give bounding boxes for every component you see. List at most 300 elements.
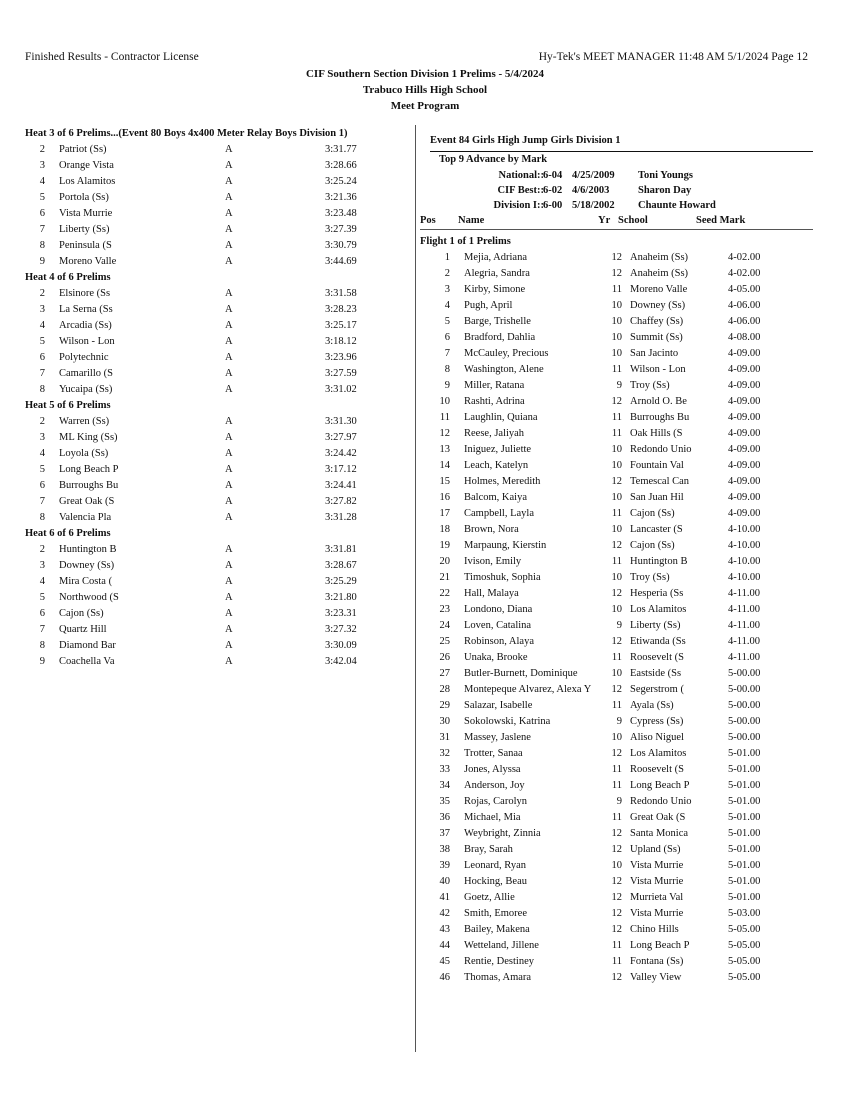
athlete-position: 44: [439, 940, 450, 951]
athlete-position: 34: [439, 780, 450, 791]
seed-time: 3:21.36: [325, 192, 357, 203]
athlete-year: 12: [611, 844, 622, 855]
athlete-school: Segerstrom (: [630, 684, 684, 695]
lane-position: 5: [39, 192, 45, 203]
athlete-name: Massey, Jaslene: [464, 732, 531, 743]
athlete-year: 12: [611, 396, 622, 407]
athlete-school: Summit (Ss): [630, 332, 683, 343]
athlete-position: 9: [444, 380, 450, 391]
athlete-seed-mark: 4-06.00: [728, 300, 761, 311]
athlete-position: 27: [439, 668, 450, 679]
athlete-year: 12: [611, 476, 622, 487]
athlete-row: [430, 586, 813, 602]
lane-position: 3: [39, 160, 45, 171]
athlete-row: [430, 282, 813, 298]
athlete-position: 19: [439, 540, 450, 551]
relay-row: [25, 222, 410, 238]
athlete-year: 10: [611, 348, 622, 359]
athlete-row: [430, 730, 813, 746]
athlete-name: Brown, Nora: [464, 524, 519, 535]
athlete-position: 7: [444, 348, 450, 359]
athlete-name: Barge, Trishelle: [464, 316, 531, 327]
athlete-row: [430, 474, 813, 490]
athlete-seed-mark: 4-10.00: [728, 572, 761, 583]
record-label: National::: [498, 170, 544, 181]
athlete-seed-mark: 5-05.00: [728, 956, 761, 967]
team-name: ML King (Ss): [59, 432, 118, 443]
athlete-name: Holmes, Meredith: [464, 476, 541, 487]
record-row: [430, 198, 813, 213]
athlete-school: Vista Murrie: [630, 860, 684, 871]
athlete-position: 2: [444, 268, 450, 279]
event-title: Event 84 Girls High Jump Girls Division 1: [430, 135, 621, 146]
seed-time: 3:28.66: [325, 160, 357, 171]
athlete-row: [430, 538, 813, 554]
seed-time: 3:30.09: [325, 640, 357, 651]
athlete-year: 10: [611, 604, 622, 615]
athlete-seed-mark: 5-01.00: [728, 780, 761, 791]
athlete-seed-mark: 5-00.00: [728, 684, 761, 695]
team-name: Loyola (Ss): [59, 448, 109, 459]
seed-time: 3:42.04: [325, 656, 357, 667]
athlete-school: Vista Murrie: [630, 908, 684, 919]
seed-time: 3:25.17: [325, 320, 357, 331]
athlete-name: Unaka, Brooke: [464, 652, 528, 663]
relay-row: [25, 510, 410, 526]
athlete-row: [430, 922, 813, 938]
athlete-year: 12: [611, 892, 622, 903]
athlete-row: [430, 890, 813, 906]
athlete-school: Huntington B: [630, 556, 688, 567]
athlete-year: 10: [611, 444, 622, 455]
team-name: La Serna (Ss: [59, 304, 113, 315]
athlete-name: Butler-Burnett, Dominique: [464, 668, 578, 679]
athlete-school: Vista Murrie: [630, 876, 684, 887]
athlete-school: Lancaster (S: [630, 524, 683, 535]
team-name: Cajon (Ss): [59, 608, 104, 619]
athlete-year: 10: [611, 860, 622, 871]
relay-row: [25, 238, 410, 254]
athlete-seed-mark: 4-09.00: [728, 508, 761, 519]
athlete-year: 12: [611, 828, 622, 839]
athlete-name: Londono, Diana: [464, 604, 533, 615]
team-name: Portola (Ss): [59, 192, 109, 203]
athlete-row: [430, 762, 813, 778]
athlete-school: Chaffey (Ss): [630, 316, 684, 327]
seed-time: 3:23.48: [325, 208, 357, 219]
athlete-school: Anaheim (Ss): [630, 252, 689, 263]
team-name: Valencia Pla: [59, 512, 112, 523]
team-name: Coachella Va: [59, 656, 115, 667]
relay-letter: A: [225, 352, 233, 363]
athlete-seed-mark: 5-00.00: [728, 732, 761, 743]
athlete-seed-mark: 5-00.00: [728, 700, 761, 711]
athlete-position: 8: [444, 364, 450, 375]
relay-letter: A: [225, 336, 233, 347]
athlete-row: [430, 810, 813, 826]
record-date: 5/18/2002: [572, 200, 615, 211]
athlete-seed-mark: 4-09.00: [728, 476, 761, 487]
athlete-year: 10: [611, 460, 622, 471]
athlete-seed-mark: 5-05.00: [728, 972, 761, 983]
meet-title: CIF Southern Section Division 1 Prelims - 5/4/2024: [305, 68, 545, 80]
athlete-position: 46: [439, 972, 450, 983]
athlete-row: [430, 858, 813, 874]
athlete-name: Balcom, Kaiya: [464, 492, 527, 503]
athlete-row: [430, 682, 813, 698]
seed-time: 3:17.12: [325, 464, 357, 475]
record-label: Division I::: [493, 200, 544, 211]
athlete-row: [430, 618, 813, 634]
relay-row: [25, 622, 410, 638]
athlete-seed-mark: 4-09.00: [728, 444, 761, 455]
athlete-year: 10: [611, 300, 622, 311]
athlete-year: 11: [611, 556, 622, 567]
relay-row: [25, 654, 410, 670]
record-holder: Sharon Day: [638, 185, 692, 196]
athlete-row: [430, 666, 813, 682]
athlete-school: Aliso Niguel: [630, 732, 684, 743]
athlete-position: 16: [439, 492, 450, 503]
lane-position: 9: [39, 256, 45, 267]
athlete-position: 22: [439, 588, 450, 599]
athlete-position: 36: [439, 812, 450, 823]
team-name: Moreno Valle: [59, 256, 117, 267]
athlete-year: 11: [611, 508, 622, 519]
athlete-row: [430, 714, 813, 730]
athlete-name: Montepeque Alvarez, Alexa Y: [464, 684, 592, 695]
athlete-seed-mark: 4-11.00: [728, 652, 760, 663]
athlete-row: [430, 426, 813, 442]
athlete-seed-mark: 5-00.00: [728, 716, 761, 727]
seed-time: 3:24.42: [325, 448, 357, 459]
team-name: Quartz Hill: [59, 624, 107, 635]
athlete-position: 20: [439, 556, 450, 567]
athlete-year: 12: [611, 540, 622, 551]
athlete-position: 29: [439, 700, 450, 711]
athlete-row: [430, 442, 813, 458]
athlete-row: [430, 778, 813, 794]
athlete-seed-mark: 5-01.00: [728, 844, 761, 855]
relay-letter: A: [225, 624, 233, 635]
team-name: Downey (Ss): [59, 560, 115, 571]
athlete-position: 41: [439, 892, 450, 903]
seed-time: 3:23.96: [325, 352, 357, 363]
athlete-year: 11: [611, 364, 622, 375]
seed-time: 3:31.77: [325, 144, 357, 155]
athlete-list: [430, 250, 813, 986]
seed-time: 3:27.82: [325, 496, 357, 507]
athlete-seed-mark: 4-11.00: [728, 588, 760, 599]
relay-row: [25, 382, 410, 398]
athlete-school: San Jacinto: [630, 348, 679, 359]
seed-time: 3:24.41: [325, 480, 357, 491]
high-jump-column: [420, 133, 813, 986]
program-title: Meet Program: [390, 100, 460, 112]
col-name: Name: [458, 215, 485, 226]
lane-position: 7: [39, 224, 45, 235]
record-mark: 6-04: [543, 170, 563, 181]
record-label: CIF Best::: [497, 185, 544, 196]
heat-header: Heat 4 of 6 Prelims: [25, 272, 111, 283]
relay-letter: A: [225, 464, 233, 475]
athlete-position: 35: [439, 796, 450, 807]
athlete-name: Goetz, Allie: [464, 892, 515, 903]
seed-time: 3:27.39: [325, 224, 357, 235]
software-page-info: Hy-Tek's MEET MANAGER 11:48 AM 5/1/2024 Page 12: [538, 51, 808, 63]
relay-row: [25, 606, 410, 622]
athlete-row: [430, 362, 813, 378]
seed-time: 3:44.69: [325, 256, 357, 267]
athlete-position: 39: [439, 860, 450, 871]
athlete-name: Jones, Alyssa: [464, 764, 521, 775]
relay-letter: A: [225, 448, 233, 459]
athlete-name: Rentie, Destiney: [464, 956, 534, 967]
athlete-school: Burroughs Bu: [630, 412, 690, 423]
athlete-row: [430, 330, 813, 346]
athlete-name: Kirby, Simone: [464, 284, 526, 295]
athlete-name: Washington, Alene: [464, 364, 544, 375]
athlete-row: [430, 634, 813, 650]
relay-letter: A: [225, 512, 233, 523]
athlete-school: Redondo Unio: [630, 796, 692, 807]
athlete-school: Chino Hills: [630, 924, 679, 935]
lane-position: 2: [39, 288, 45, 299]
athlete-year: 11: [611, 764, 622, 775]
team-name: Camarillo (S: [59, 368, 113, 379]
lane-position: 4: [39, 448, 45, 459]
record-mark: 6-00: [543, 200, 563, 211]
relay-letter: A: [225, 384, 233, 395]
athlete-school: Etiwanda (Ss: [630, 636, 686, 647]
relay-row: [25, 574, 410, 590]
athlete-position: 32: [439, 748, 450, 759]
athlete-school: San Juan Hil: [630, 492, 684, 503]
record-holder: Chaunte Howard: [638, 200, 716, 211]
athlete-year: 12: [611, 636, 622, 647]
athlete-seed-mark: 4-09.00: [728, 396, 761, 407]
athlete-row: [430, 458, 813, 474]
lane-position: 5: [39, 464, 45, 475]
athlete-school: Los Alamitos: [630, 748, 687, 759]
athlete-name: Smith, Emoree: [464, 908, 527, 919]
athlete-year: 12: [611, 924, 622, 935]
athlete-name: Wetteland, Jillene: [464, 940, 539, 951]
athlete-seed-mark: 4-10.00: [728, 556, 761, 567]
athlete-seed-mark: 5-01.00: [728, 876, 761, 887]
athlete-position: 28: [439, 684, 450, 695]
athlete-seed-mark: 5-05.00: [728, 940, 761, 951]
record-holder: Toni Youngs: [638, 170, 693, 181]
team-name: Mira Costa (: [59, 576, 113, 587]
athlete-name: Leach, Katelyn: [464, 460, 529, 471]
lane-position: 6: [39, 208, 45, 219]
athlete-position: 15: [439, 476, 450, 487]
lane-position: 9: [39, 656, 45, 667]
relay-letter: A: [225, 176, 233, 187]
team-name: Orange Vista: [59, 160, 114, 171]
athlete-row: [430, 490, 813, 506]
athlete-row: [430, 826, 813, 842]
athlete-seed-mark: 4-11.00: [728, 620, 760, 631]
lane-position: 4: [39, 320, 45, 331]
athlete-position: 18: [439, 524, 450, 535]
lane-position: 8: [39, 240, 45, 251]
relay-letter: A: [225, 160, 233, 171]
athlete-seed-mark: 4-09.00: [728, 428, 761, 439]
athlete-name: Rashti, Adrina: [464, 396, 525, 407]
relay-letter: A: [225, 480, 233, 491]
athlete-school: Cajon (Ss): [630, 540, 675, 551]
athlete-school: Cypress (Ss): [630, 716, 684, 727]
team-name: Great Oak (S: [59, 496, 115, 507]
record-row: [430, 183, 813, 198]
seed-time: 3:31.02: [325, 384, 357, 395]
heat-header: Heat 3 of 6 Prelims...(Event 80 Boys 4x400 Meter Relay Boys Division 1): [25, 128, 348, 139]
athlete-position: 43: [439, 924, 450, 935]
col-seed: Seed Mark: [696, 215, 746, 226]
athlete-school: Fontana (Ss): [630, 956, 684, 967]
athlete-row: [430, 554, 813, 570]
athlete-row: [430, 410, 813, 426]
athlete-name: Campbell, Layla: [464, 508, 534, 519]
athlete-seed-mark: 4-09.00: [728, 348, 761, 359]
athlete-year: 11: [611, 956, 622, 967]
lane-position: 2: [39, 416, 45, 427]
team-name: Los Alamitos: [59, 176, 116, 187]
athlete-row: [430, 746, 813, 762]
seed-time: 3:27.97: [325, 432, 357, 443]
relay-row: [25, 334, 410, 350]
record-date: 4/25/2009: [572, 170, 615, 181]
athlete-name: Iniguez, Juliette: [464, 444, 532, 455]
team-name: Elsinore (Ss: [59, 288, 111, 299]
athlete-school: Roosevelt (S: [630, 764, 684, 775]
athlete-row: [430, 250, 813, 266]
athlete-name: Loven, Catalina: [464, 620, 532, 631]
athlete-name: Pugh, April: [464, 300, 513, 311]
athlete-position: 30: [439, 716, 450, 727]
athlete-row: [430, 314, 813, 330]
relay-row: [25, 286, 410, 302]
relay-letter: A: [225, 432, 233, 443]
athlete-year: 10: [611, 316, 622, 327]
athlete-name: Sokolowski, Katrina: [464, 716, 551, 727]
team-name: Vista Murrie: [59, 208, 113, 219]
lane-position: 6: [39, 480, 45, 491]
relay-letter: A: [225, 304, 233, 315]
athlete-row: [430, 698, 813, 714]
athlete-name: Miller, Ratana: [464, 380, 525, 391]
relay-row: [25, 414, 410, 430]
relay-letter: A: [225, 640, 233, 651]
team-name: Patriot (Ss): [59, 144, 107, 155]
athlete-school: Liberty (Ss): [630, 620, 681, 631]
lane-position: 8: [39, 640, 45, 651]
athlete-year: 10: [611, 572, 622, 583]
athlete-seed-mark: 5-01.00: [728, 892, 761, 903]
athlete-row: [430, 906, 813, 922]
col-pos: Pos: [420, 215, 436, 226]
relay-heats-column: [25, 126, 410, 670]
athlete-row: [430, 298, 813, 314]
relay-row: [25, 462, 410, 478]
athlete-seed-mark: 4-02.00: [728, 268, 761, 279]
seed-time: 3:18.12: [325, 336, 357, 347]
athlete-seed-mark: 5-01.00: [728, 796, 761, 807]
athlete-seed-mark: 5-01.00: [728, 828, 761, 839]
athlete-position: 10: [439, 396, 450, 407]
athlete-year: 9: [616, 620, 622, 631]
athlete-year: 11: [611, 412, 622, 423]
relay-letter: A: [225, 288, 233, 299]
athlete-seed-mark: 4-10.00: [728, 524, 761, 535]
relay-letter: A: [225, 576, 233, 587]
seed-time: 3:23.31: [325, 608, 357, 619]
advance-rule: Top 9 Advance by Mark: [439, 154, 548, 165]
athlete-name: Hocking, Beau: [464, 876, 527, 887]
lane-position: 6: [39, 608, 45, 619]
athlete-row: [430, 970, 813, 986]
athlete-school: Moreno Valle: [630, 284, 688, 295]
athlete-school: Troy (Ss): [630, 380, 670, 391]
relay-row: [25, 174, 410, 190]
relay-letter: A: [225, 368, 233, 379]
seed-time: 3:25.29: [325, 576, 357, 587]
athlete-school: Temescal Can: [630, 476, 690, 487]
lane-position: 3: [39, 432, 45, 443]
relay-row: [25, 542, 410, 558]
athlete-name: Alegria, Sandra: [464, 268, 530, 279]
athlete-position: 42: [439, 908, 450, 919]
team-name: Polytechnic: [59, 352, 109, 363]
relay-row: [25, 366, 410, 382]
athlete-school: Wilson - Lon: [630, 364, 686, 375]
relay-row: [25, 158, 410, 174]
athlete-seed-mark: 5-01.00: [728, 860, 761, 871]
relay-letter: A: [225, 320, 233, 331]
athlete-year: 12: [611, 908, 622, 919]
seed-time: 3:28.23: [325, 304, 357, 315]
lane-position: 8: [39, 384, 45, 395]
athlete-row: [430, 954, 813, 970]
athlete-seed-mark: 4-02.00: [728, 252, 761, 263]
athlete-seed-mark: 4-09.00: [728, 492, 761, 503]
athlete-seed-mark: 4-09.00: [728, 460, 761, 471]
athlete-seed-mark: 4-05.00: [728, 284, 761, 295]
athlete-seed-mark: 4-10.00: [728, 540, 761, 551]
athlete-year: 11: [611, 940, 622, 951]
athlete-year: 11: [611, 700, 622, 711]
lane-position: 3: [39, 560, 45, 571]
athlete-name: Robinson, Alaya: [464, 636, 534, 647]
relay-row: [25, 302, 410, 318]
athlete-position: 17: [439, 508, 450, 519]
athlete-school: Upland (Ss): [630, 844, 681, 855]
athlete-year: 11: [611, 284, 622, 295]
athlete-position: 5: [444, 316, 450, 327]
athlete-school: Los Alamitos: [630, 604, 687, 615]
athlete-name: McCauley, Precious: [464, 348, 549, 359]
lane-position: 8: [39, 512, 45, 523]
report-title: Finished Results - Contractor License: [25, 51, 199, 63]
team-name: Huntington B: [59, 544, 117, 555]
seed-time: 3:21.80: [325, 592, 357, 603]
athlete-row: [430, 522, 813, 538]
athlete-school: Anaheim (Ss): [630, 268, 689, 279]
athlete-name: Bray, Sarah: [464, 844, 513, 855]
athlete-school: Santa Monica: [630, 828, 689, 839]
